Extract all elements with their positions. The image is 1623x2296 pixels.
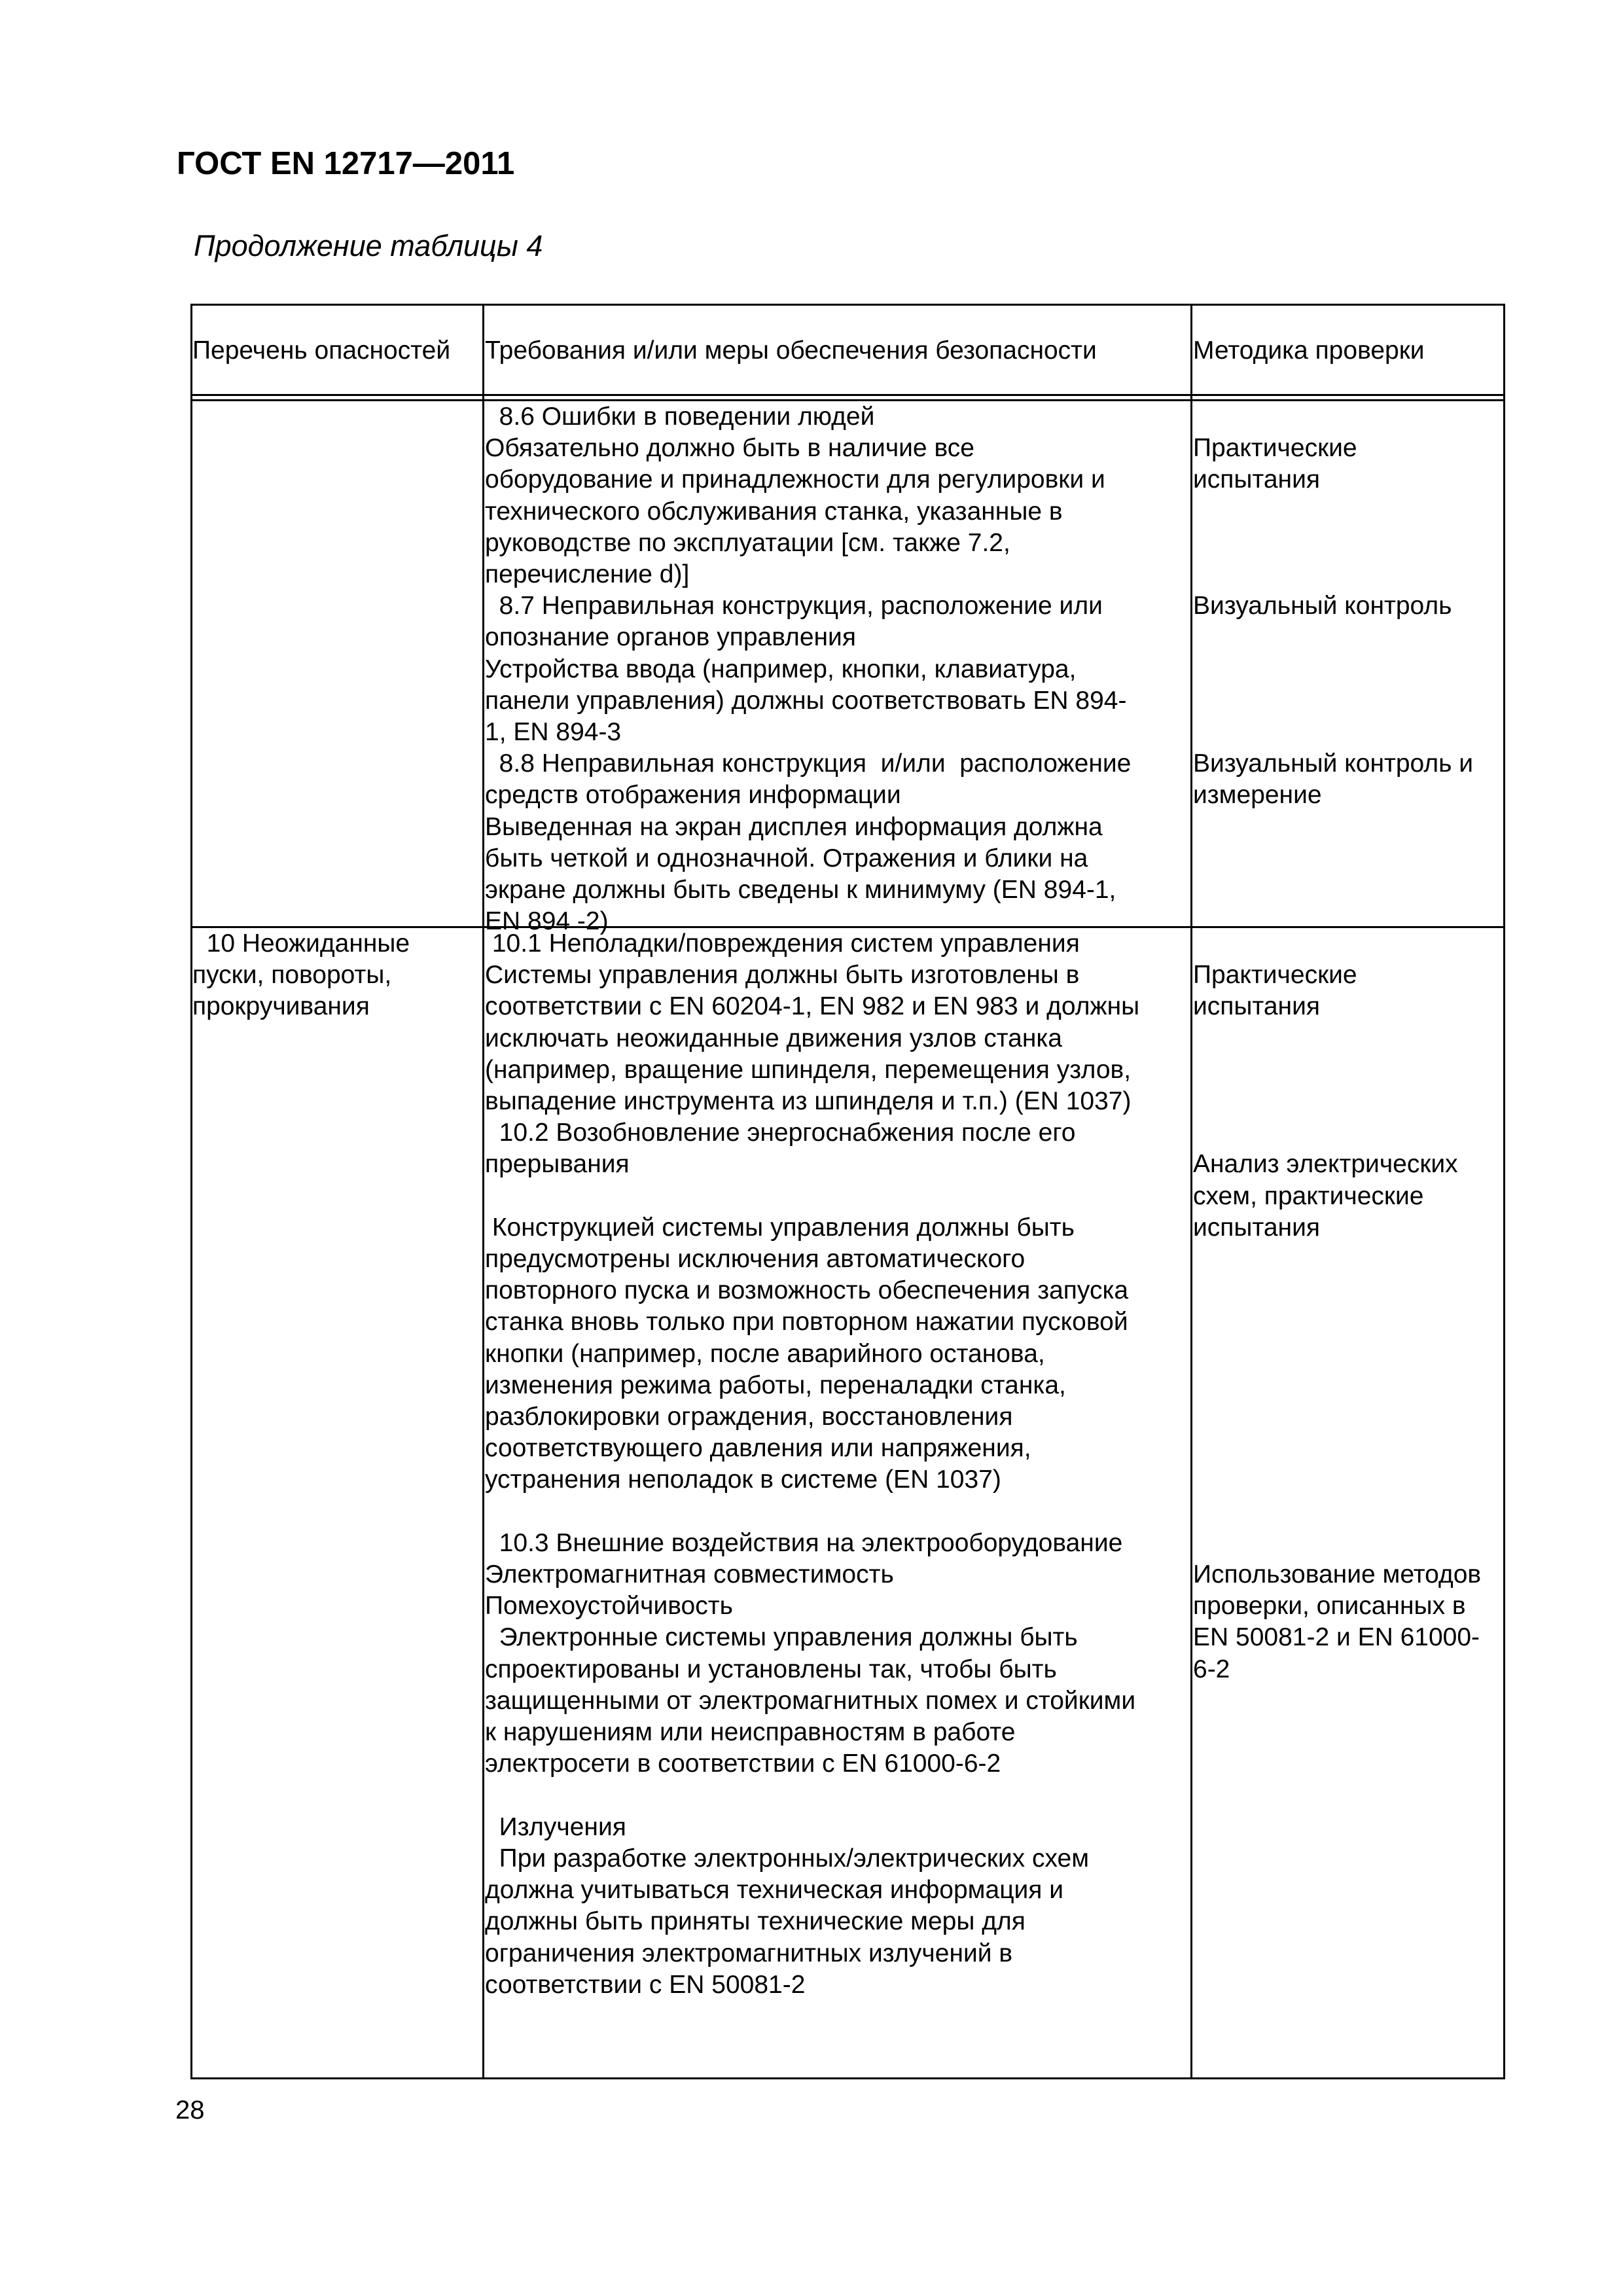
row2-requirements-cell: 10.1 Неполадки/повреждения систем управления Системы управления должны быть изготовлены в соответствии с EN 60204-1, EN 982 и EN 983 и должны исключать неожиданные движения узлов станка (например, вращение шпинделя, перемещения узлов, выпадение инструмента из шпинделя и т.п.) (EN 1037) 10.2 Возобновление энергоснабжения после его прерывания Конструкцией системы управления должны быть предусмотрены исключения автоматического повторного пуска и возможность обеспечения запуска станка вновь только при повторном нажатии пусковой кнопки (например, после аварийного останова, изменения режима работы, переналадки станка, разблокировки ограждения, восстановления соответствующего давления или напряжения, устранения неполадок в системе (EN 1037) 10.3 Внешние воздействия на электрооборудование Электромагнитная совместимость Помехоустойчивость Электронные системы управления должны быть спроектированы и установлены так, чтобы быть защищенными от электромагнитных помех и стойкими к нарушениям или неисправностям в работе электросети в соответствии с EN 61000-6-2 Излучения При разработке электронных/электрических схем должна учитываться техническая информация и должны быть приняты технические меры для ограничения электромагнитных излучений в соответствии с EN 50081-2 — [485, 929, 1140, 1999]
table-border-left — [190, 304, 192, 2079]
table-border-bottom — [190, 2077, 1505, 2079]
table-border-right — [1503, 304, 1505, 2079]
column-header-verification: Методика проверки — [1193, 336, 1425, 365]
row1-verification-cell: Практические испытания Визуальный контроль Визуальный контроль и измерение — [1193, 434, 1474, 810]
column-divider-2 — [1190, 304, 1192, 2079]
table-caption: Продолжение таблицы 4 — [194, 229, 543, 262]
column-divider-1 — [482, 304, 484, 2079]
hazard-table — [190, 304, 1505, 2079]
row2-hazard-cell: 10 Неожиданные пуски, повороты, прокручивания — [192, 929, 410, 1021]
column-header-hazards: Перечень опасностей — [192, 336, 451, 365]
column-header-requirements: Требования и/или меры обеспечения безопасности — [485, 336, 1097, 365]
header-rule-upper — [190, 394, 1505, 396]
row2-verification-cell: Практические испытания Анализ электрических схем, практические испытания Использование методов проверки, описанных в EN 50081-2 и EN 61000- 6-2 — [1193, 961, 1482, 1683]
table-border-top — [190, 304, 1505, 306]
document-title: ГОСТ EN 12717—2011 — [177, 146, 515, 181]
row1-requirements-cell: 8.6 Ошибки в поведении людей Обязательно должно быть в наличие все оборудование и принадлежности для регулировки и технического обслуживания станка, указанные в руководстве по эксплуатации [см. также 7.2, перечисление d)] 8.7 Неправильная конструкция, расположение или опознание органов управления Устройства ввода (например, кнопки, клавиатура, панели управления) должны соответствовать EN 894- 1, EN 894-3 8.8 Неправильная конструкция и/или расположение средств отображения информации Выведенная на экран дисплея информация должна быть четкой и однозначной. Отражения и блики на экране должны быть сведены к минимуму (EN 894-1, EN 894 -2) — [485, 403, 1132, 936]
page-number: 28 — [175, 2096, 205, 2125]
